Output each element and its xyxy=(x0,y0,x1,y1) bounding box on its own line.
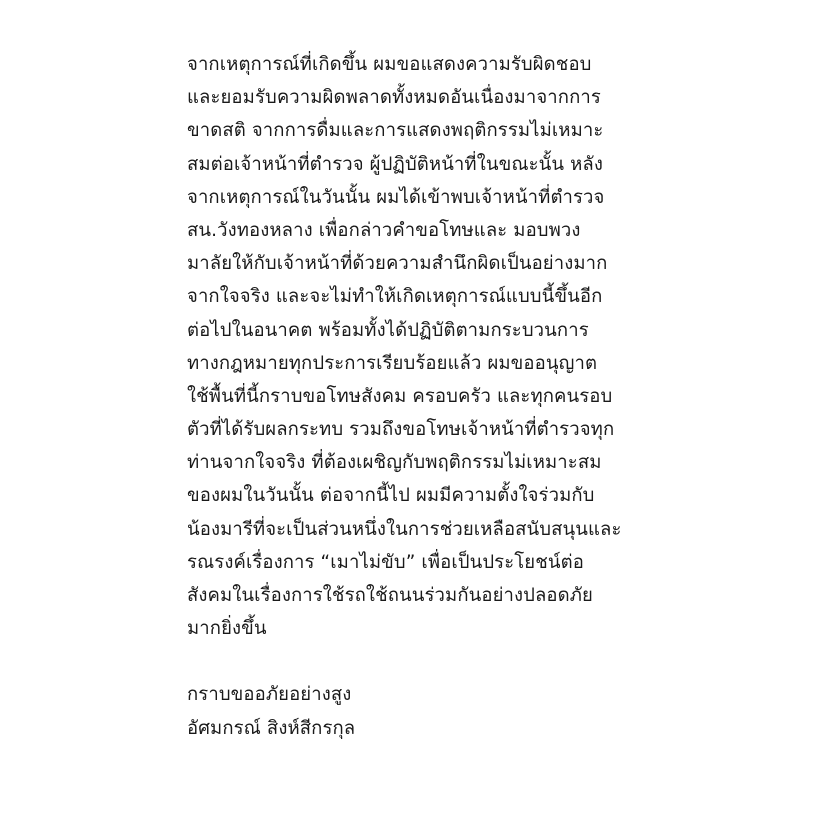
signature-name: อัศมกรณ์ สิงห์สีกรกุล xyxy=(187,717,356,739)
paragraph-gap xyxy=(187,645,787,678)
body-line: ของผมในวันนั้น ต่อจากนี้ไป ผมมีความตั้งใจร่วมกับ xyxy=(187,485,595,507)
body-line: จากใจจริง และจะไม่ทำให้เกิดเหตุการณ์แบบนี้ขึ้นอีก xyxy=(187,286,603,308)
body-line: ตัวที่ได้รับผลกระทบ รวมถึงขอโทษเจ้าหน้าที่ตำรวจทุก xyxy=(187,419,615,441)
body-line: ทางกฎหมายทุกประการเรียบร้อยแล้ว ผมขออนุญาต xyxy=(187,352,598,374)
closing-line: กราบขออภัยอย่างสูง xyxy=(187,684,352,706)
body-line: จากเหตุการณ์ในวันนั้น ผมได้เข้าพบเจ้าหน้าที่ตำรวจ xyxy=(187,186,605,208)
body-line: สังคมในเรื่องการใช้รถใช้ถนนร่วมกันอย่างปลอดภัย xyxy=(187,585,593,606)
body-line: ต่อไปในอนาคต พร้อมทั้งได้ปฏิบัติตามกระบวนการ xyxy=(187,319,589,341)
body-line: จากเหตุการณ์ที่เกิดขึ้น ผมขอแสดงความรับผิดชอบ xyxy=(187,54,592,75)
body-line: รณรงค์เรื่องการ “เมาไม่ขับ” เพื่อเป็นประโยชน์ต่อ xyxy=(187,551,584,573)
body-line: มากยิ่งขึ้น xyxy=(187,618,267,640)
apology-letter xyxy=(187,48,787,745)
body-line: มาลัยให้กับเจ้าหน้าที่ด้วยความสำนึกผิดเป็นอย่างมาก xyxy=(187,253,608,275)
body-line: และยอมรับความผิดพลาดทั้งหมดอันเนื่องมาจากการ xyxy=(187,87,601,109)
body-line: สมต่อเจ้าหน้าที่ตำรวจ ผู้ปฏิบัติหน้าที่ในขณะนั้น หลัง xyxy=(187,153,603,175)
body-line: สน.วังทองหลาง เพื่อกล่าวคำขอโทษและ มอบพวง xyxy=(187,219,581,241)
body-line: ใช้พื้นที่นี้กราบขอโทษสังคม ครอบครัว และทุกคนรอบ xyxy=(187,385,613,407)
body-line: น้องมารีที่จะเป็นส่วนหนึ่งในการช่วยเหลือสนับสนุนและ xyxy=(187,518,622,540)
body-line: ขาดสติ จากการดื่มและการแสดงพฤติกรรมไม่เหมาะ xyxy=(187,120,604,142)
body-line: ท่านจากใจจริง ที่ต้องเผชิญกับพฤติกรรมไม่เหมาะสม xyxy=(187,452,602,474)
